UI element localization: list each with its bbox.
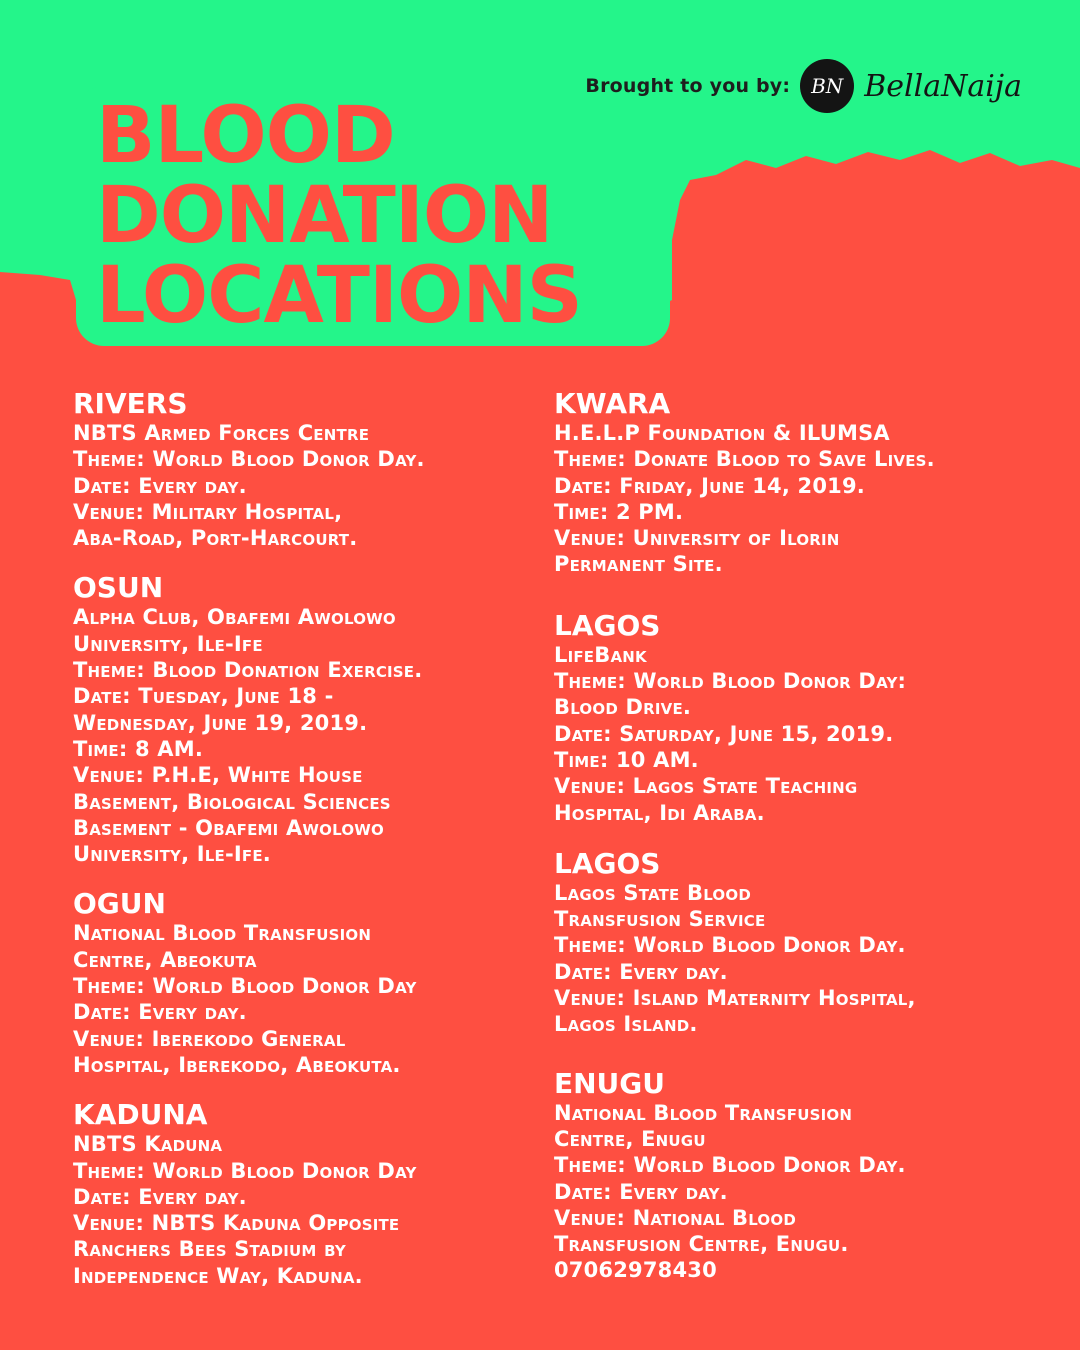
- title-line-1: BLOOD: [96, 91, 395, 181]
- location-entry-lagos-state: [554, 848, 1034, 1038]
- detail-line: LifeBank: [554, 642, 647, 667]
- state-heading: OGUN: [73, 887, 166, 921]
- detail-line: Permanent Site.: [554, 552, 723, 577]
- detail-line: Ranchers Bees Stadium by: [73, 1237, 346, 1262]
- detail-line: NBTS Kaduna: [73, 1132, 223, 1157]
- location-entry-enugu: [554, 1068, 1034, 1284]
- title-line-2: DONATION: [96, 171, 553, 261]
- detail-line: National Blood Transfusion: [73, 921, 372, 946]
- detail-line: Theme: World Blood Donor Day: [73, 1158, 417, 1183]
- detail-line: Independence Way, Kaduna.: [73, 1263, 363, 1288]
- detail-line: Date: Every day.: [73, 473, 247, 498]
- detail-line: Lagos Island.: [554, 1012, 698, 1037]
- state-heading: ENUGU: [554, 1066, 666, 1100]
- detail-line: Hospital, Idi Araba.: [554, 800, 765, 825]
- detail-line: Alpha Club, Obafemi Awolowo: [73, 605, 396, 630]
- page-title: [96, 91, 582, 341]
- location-entry-kwara: [554, 388, 1034, 578]
- detail-line: Theme: Donate Blood to Save Lives.: [554, 447, 935, 472]
- detail-line: H.E.L.P Foundation & ILUMSA: [554, 421, 890, 445]
- state-heading: OSUN: [73, 571, 164, 605]
- detail-line: Time: 10 AM.: [554, 747, 699, 772]
- detail-line: Blood Drive.: [554, 695, 692, 720]
- location-entry-lagos-lifebank: [554, 610, 1034, 826]
- detail-line: NBTS Armed Forces Centre: [73, 421, 370, 445]
- phone-number: 07062978430: [554, 1258, 717, 1283]
- location-entry-kaduna: [73, 1099, 553, 1289]
- detail-line: Hospital, Iberekodo, Abeokuta.: [73, 1052, 401, 1077]
- location-entry-rivers: [73, 388, 553, 551]
- detail-line: Venue: Island Maternity Hospital,: [554, 986, 916, 1011]
- detail-line: Aba-Road, Port-Harcourt.: [73, 526, 358, 551]
- title-line-3: LOCATIONS: [96, 251, 582, 341]
- state-heading: RIVERS: [73, 387, 188, 420]
- left-column: [73, 388, 553, 1289]
- state-heading: KADUNA: [73, 1098, 208, 1132]
- detail-line: Centre, Enugu: [554, 1126, 706, 1151]
- detail-line: Date: Every day.: [73, 1184, 247, 1209]
- detail-line: Centre, Abeokuta: [73, 947, 257, 972]
- detail-line: Basement - Obafemi Awolowo: [73, 815, 384, 840]
- detail-line: Time: 2 PM.: [554, 499, 684, 524]
- detail-line: Date: Friday, June 14, 2019.: [554, 473, 865, 498]
- detail-line: Venue: National Blood: [554, 1205, 796, 1230]
- detail-line: Venue: NBTS Kaduna Opposite: [73, 1211, 400, 1236]
- detail-line: Venue: Iberekodo General: [73, 1026, 346, 1051]
- state-heading: LAGOS: [554, 608, 661, 642]
- detail-line: Lagos State Blood: [554, 880, 751, 905]
- detail-line: Wednesday, June 19, 2019.: [73, 710, 368, 735]
- detail-line: University, Ile-Ife: [73, 631, 263, 656]
- brand-credit: [585, 58, 1022, 114]
- detail-line: Date: Every day.: [554, 959, 728, 984]
- detail-line: Venue: Military Hospital,: [73, 499, 343, 524]
- detail-line: Transfusion Service: [554, 907, 766, 932]
- detail-line: National Blood Transfusion: [554, 1100, 853, 1125]
- location-entry-ogun: [73, 888, 553, 1078]
- detail-line: Theme: World Blood Donor Day.: [73, 447, 425, 472]
- detail-line: Date: Tuesday, June 18 -: [73, 684, 334, 709]
- right-column: [554, 388, 1034, 1284]
- detail-line: University, Ile-Ife.: [73, 842, 271, 867]
- detail-line: Date: Saturday, June 15, 2019.: [554, 721, 894, 746]
- detail-line: Transfusion Centre, Enugu.: [554, 1232, 849, 1257]
- location-entry-osun: [73, 572, 553, 867]
- detail-line: Venue: University of Ilorin: [554, 526, 840, 551]
- brand-name: BellaNaija: [864, 68, 1022, 104]
- state-heading: LAGOS: [554, 846, 661, 880]
- bn-logo-icon: BN: [800, 59, 854, 113]
- state-heading: KWARA: [554, 387, 671, 420]
- detail-line: Basement, Biological Sciences: [73, 789, 391, 814]
- detail-line: Venue: Lagos State Teaching: [554, 774, 858, 799]
- detail-line: Theme: World Blood Donor Day:: [554, 669, 907, 694]
- detail-line: Theme: World Blood Donor Day: [73, 974, 417, 999]
- brand-label: Brought to you by:: [585, 75, 791, 97]
- detail-line: Date: Every day.: [73, 1000, 247, 1025]
- detail-line: Theme: World Blood Donor Day.: [554, 933, 906, 958]
- detail-line: Date: Every day.: [554, 1179, 728, 1204]
- detail-line: Venue: P.H.E, White House: [73, 763, 363, 788]
- detail-line: Theme: Blood Donation Exercise.: [73, 658, 423, 683]
- detail-line: Time: 8 AM.: [73, 736, 204, 761]
- detail-line: Theme: World Blood Donor Day.: [554, 1153, 906, 1178]
